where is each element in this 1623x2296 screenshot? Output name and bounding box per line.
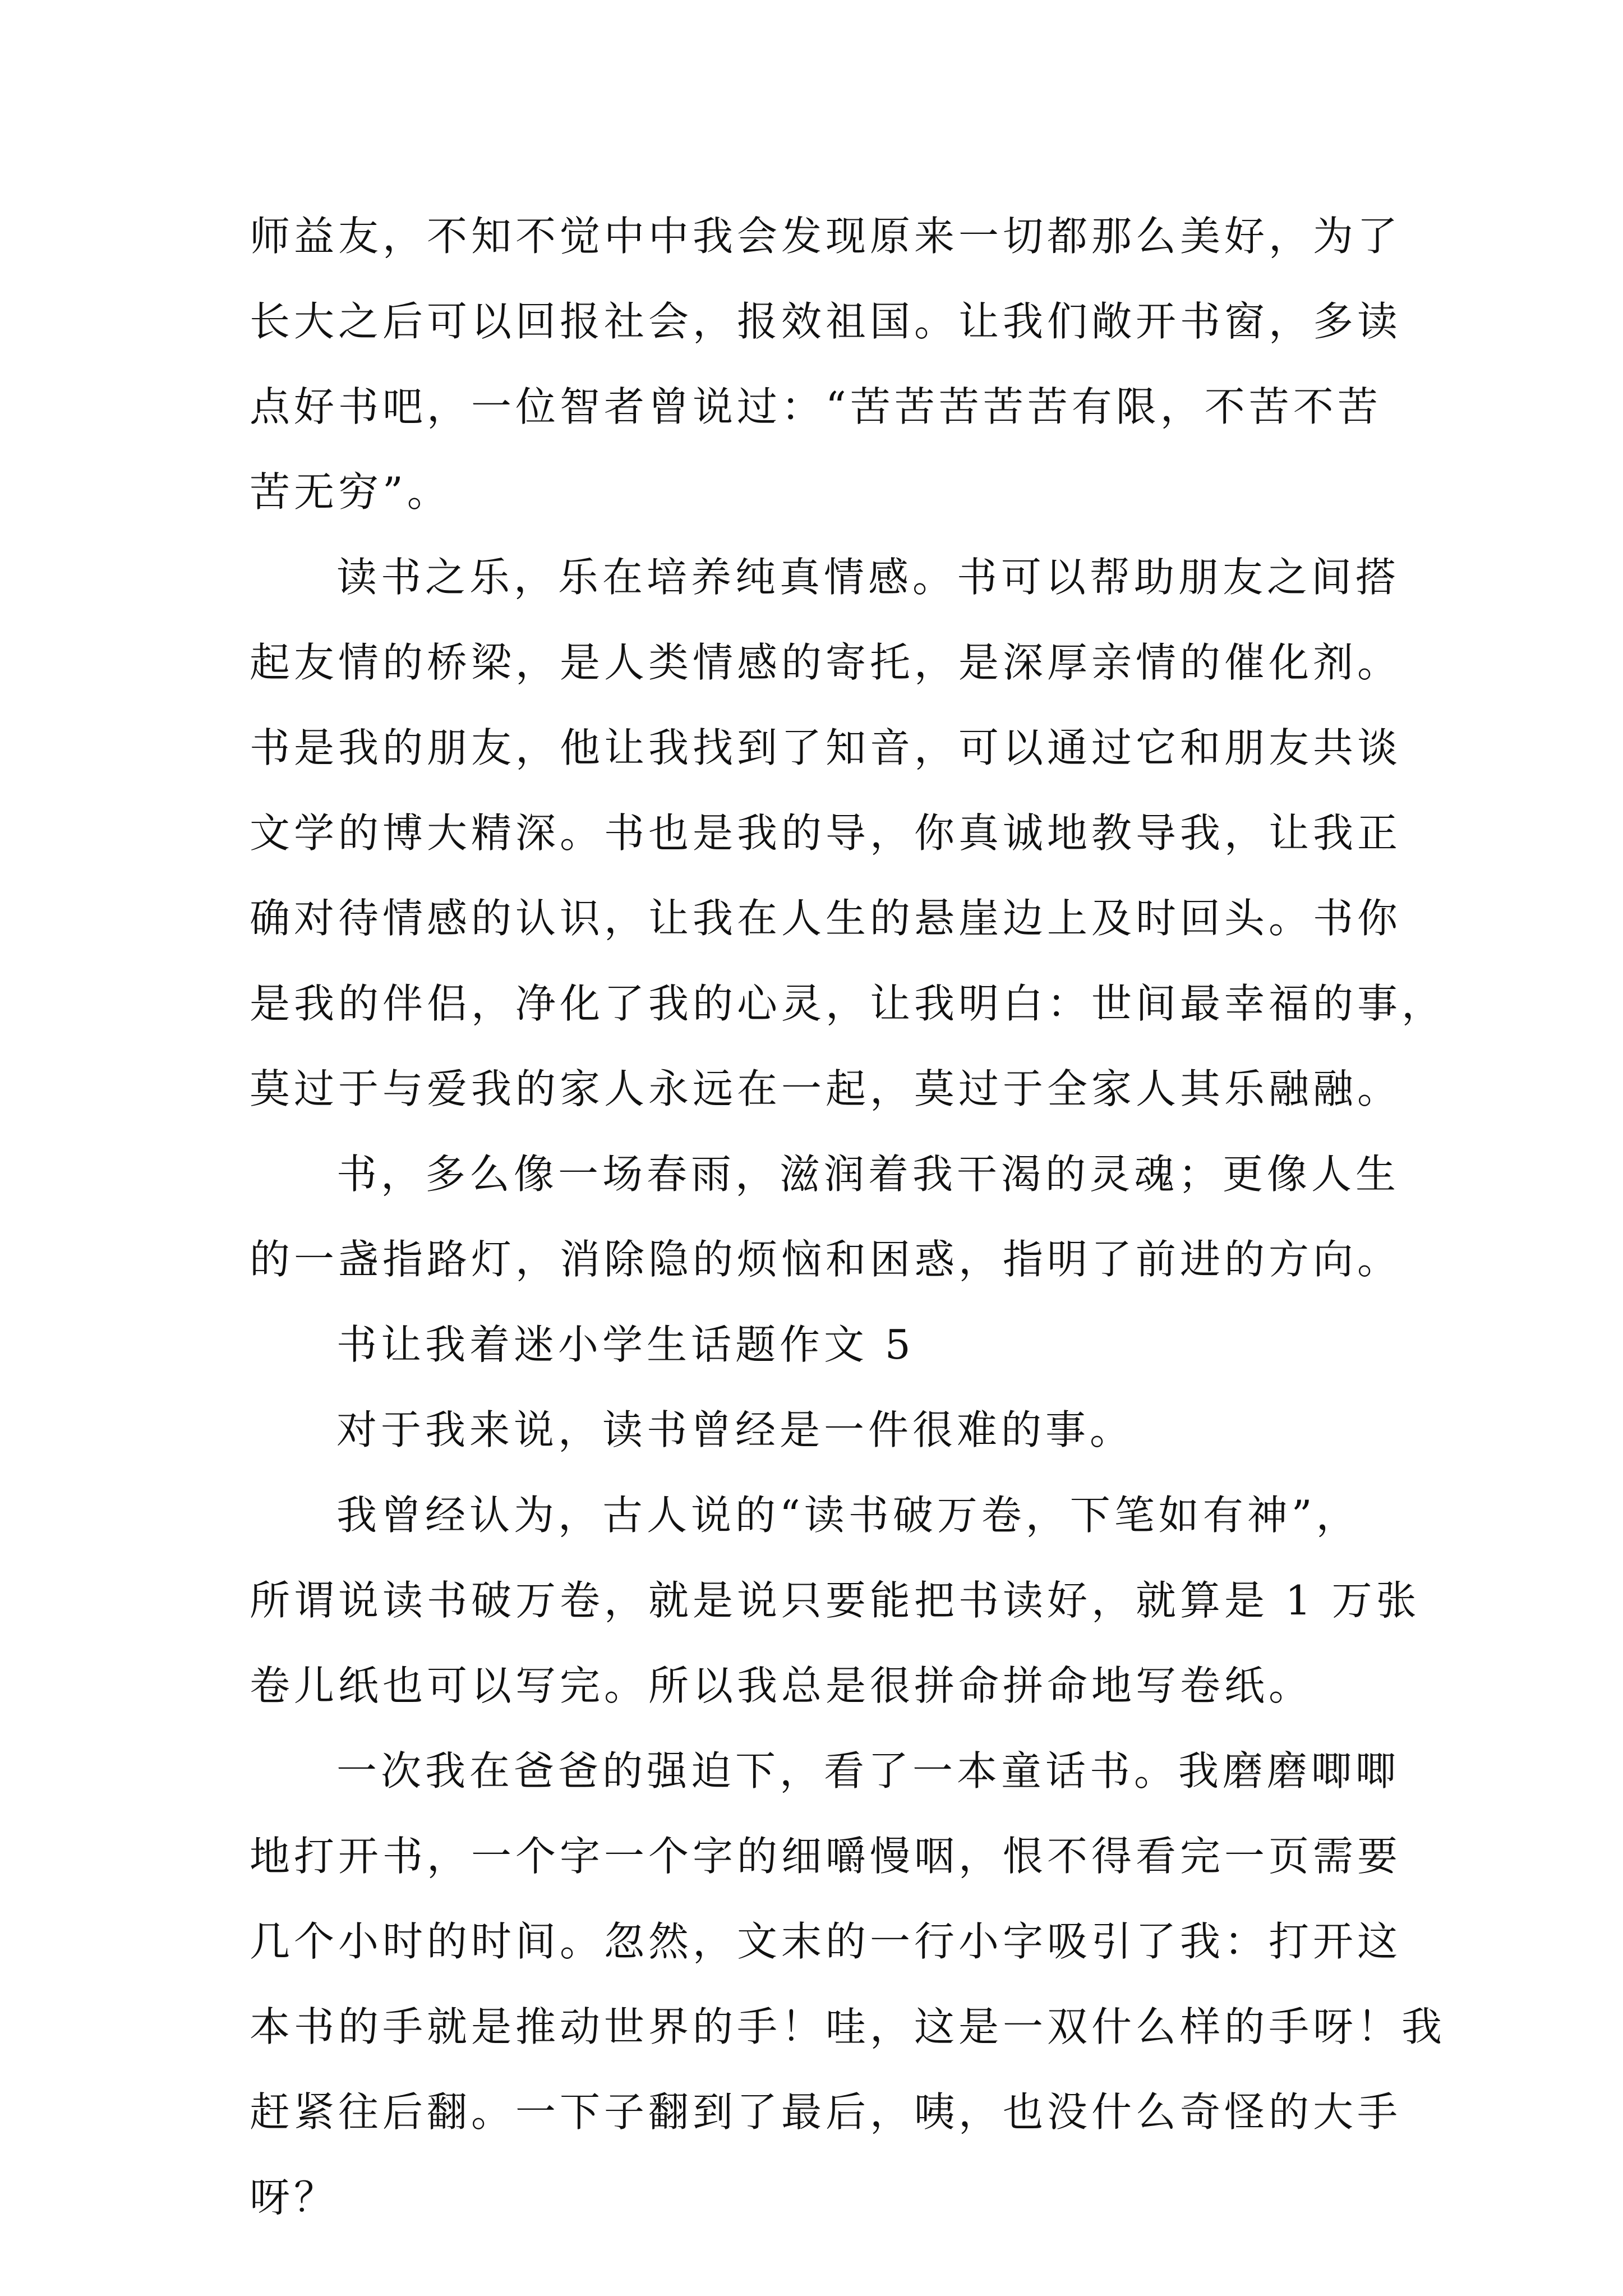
paragraph-first-line: 一次我在爸爸的强迫下，看了一本童话书。我磨磨唧唧 — [336, 1747, 1400, 1795]
text-line: 地打开书，一个字一个字的细嚼慢咽，恨不得看完一页需要 — [250, 1833, 1402, 1880]
text-line: 的一盏指路灯，消除隐的烦恼和困惑，指明了前进的方向。 — [250, 1236, 1402, 1283]
text-line: 长大之后可以回报社会，报效祖国。让我们敞开书窗，多读 — [250, 298, 1402, 345]
text-line: 赶紧往后翻。一下子翻到了最后，咦，也没什么奇怪的大手 — [250, 2088, 1402, 2136]
text-line: 苦无穷”。 — [250, 468, 451, 516]
paragraph-first-line: 书让我着迷小学生话题作文 5 — [336, 1321, 915, 1368]
text-line: 起友情的桥梁，是人类情感的寄托，是深厚亲情的催化剂。 — [250, 639, 1402, 686]
text-line: 呀？ — [250, 2174, 339, 2221]
text-line: 是我的伴侣，净化了我的心灵，让我明白：世间最幸福的事， — [250, 980, 1446, 1027]
text-line: 所谓说读书破万卷，就是说只要能把书读好，就算是 1 万张 — [250, 1577, 1421, 1624]
text-line: 莫过于与爱我的家人永远在一起，莫过于全家人其乐融融。 — [250, 1065, 1402, 1112]
essay-body — [250, 194, 1446, 2240]
text-line: 师益友，不知不觉中中我会发现原来一切都那么美好，为了 — [250, 213, 1402, 260]
paragraph-first-line: 我曾经认为，古人说的“读书破万卷，下笔如有神”， — [336, 1492, 1361, 1539]
text-line: 几个小时的时间。忽然，文末的一行小字吸引了我：打开这 — [250, 1918, 1402, 1965]
text-line: 文学的博大精深。书也是我的导，你真诚地教导我，让我正 — [250, 809, 1402, 857]
text-line: 卷儿纸也可以写完。所以我总是很拼命拼命地写卷纸。 — [250, 1662, 1313, 1709]
text-line: 本书的手就是推动世界的手！哇，这是一双什么样的手呀！我 — [250, 2003, 1446, 2050]
paragraph-first-line: 对于我来说，读书曾经是一件很难的事。 — [336, 1406, 1135, 1453]
text-line: 书是我的朋友，他让我找到了知音，可以通过它和朋友共谈 — [250, 724, 1402, 771]
text-line: 点好书吧，一位智者曾说过：“苦苦苦苦苦有限，不苦不苦 — [250, 383, 1382, 430]
text-line: 确对待情感的认识，让我在人生的悬崖边上及时回头。书你 — [250, 895, 1402, 942]
paragraph-first-line: 书，多么像一场春雨，滋润着我干渴的灵魂；更像人生 — [336, 1151, 1400, 1198]
paragraph-first-line: 读书之乐，乐在培养纯真情感。书可以帮助朋友之间搭 — [336, 554, 1400, 601]
